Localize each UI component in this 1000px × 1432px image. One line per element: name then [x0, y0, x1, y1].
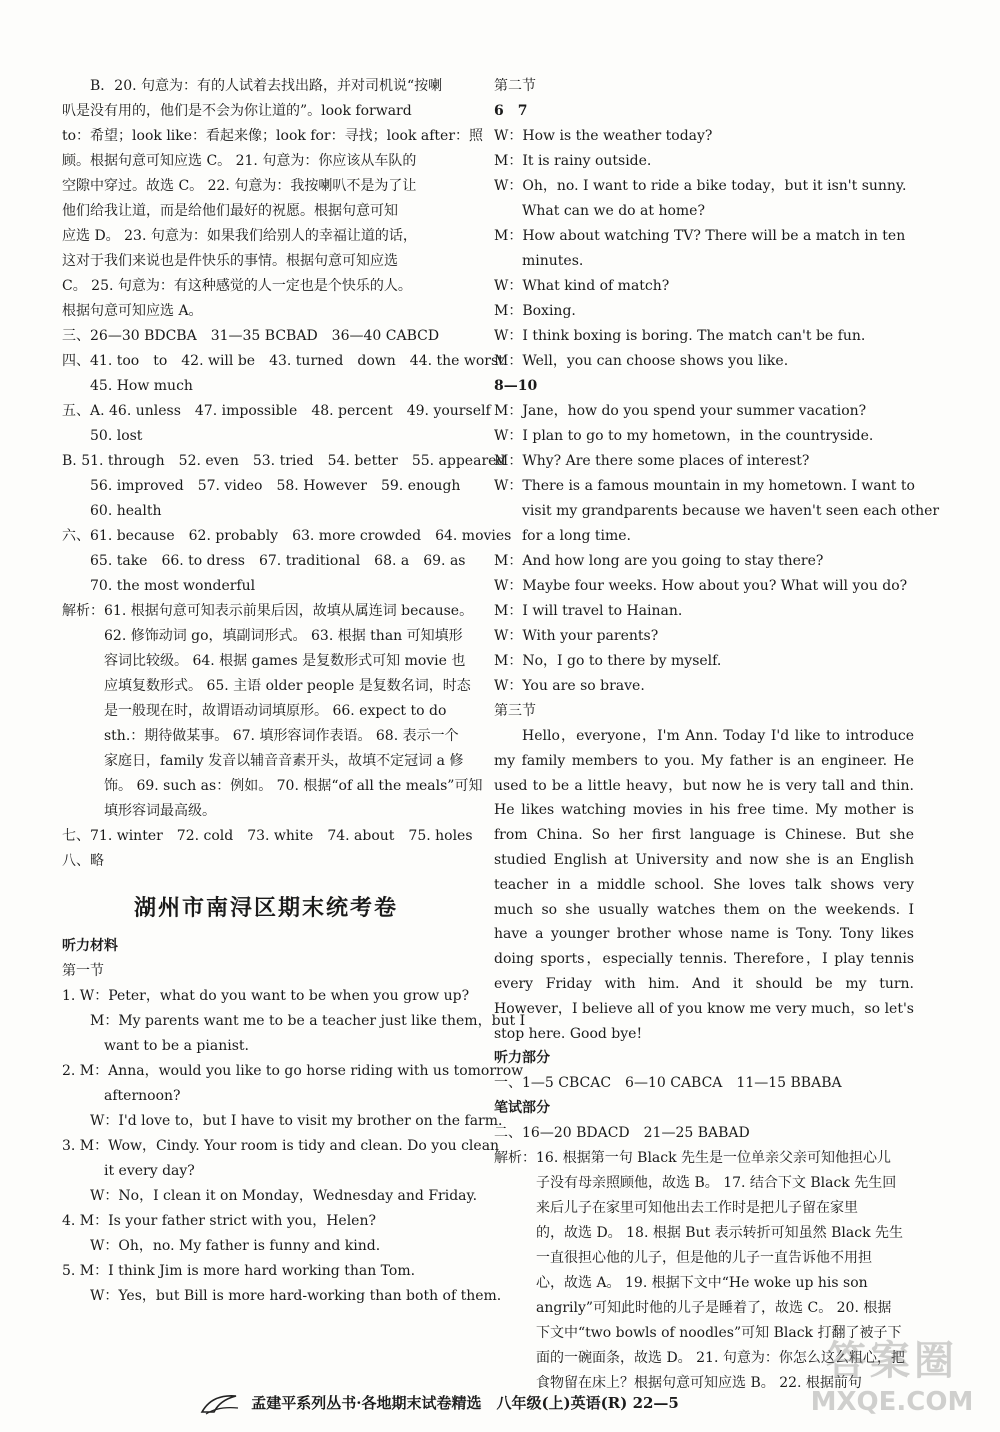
text-line: 应选 D。 23. 句意为：如果我们给别人的幸福让道的话，: [62, 228, 417, 244]
text-line: 五、A. 46. unless 47. impossible 48. percent 49. yourself: [62, 403, 491, 419]
analysis-61-70: [62, 599, 483, 824]
text-line: 的，故选 D。 18. 根据 But 表示转折可知虽然 Black 先生: [536, 1225, 904, 1242]
text-line: W：You are so brave.: [494, 678, 645, 694]
text-line: 70. the most wonderful: [90, 578, 256, 594]
text-line: W：What kind of match?: [494, 278, 670, 294]
text-line: W：Oh，no. My father is funny and kind.: [90, 1238, 381, 1254]
watermark-url: MXQE.COM: [810, 1387, 974, 1417]
text-line: 3. M：Wow，Cindy. Your room is tidy and clean. Do you clean: [62, 1138, 500, 1154]
text-line: M：Boxing.: [494, 303, 576, 319]
page-number: 22—5: [632, 1394, 679, 1412]
text-line: 解析：16. 根据第一句 Black 先生是一位单亲父亲可知他担心儿: [494, 1150, 892, 1167]
text-line: M：I will travel to Hainan.: [494, 603, 683, 619]
text-line: W：With your parents?: [494, 628, 659, 644]
text-line: 面的一碗面条，故选 D。 21. 句意为：你怎么这么粗心，把: [536, 1350, 905, 1367]
text-line: W：Oh，no. I want to ride a bike today，but it isn't sunny.: [494, 178, 907, 194]
text-line: W：How is the weather today?: [494, 128, 713, 144]
text-line: 子没有母亲照顾他，故选 B。 17. 结合下文 Black 先生回: [536, 1175, 897, 1192]
section-1-heading: 第一节: [62, 963, 104, 979]
section-2-heading: 第二节: [494, 78, 536, 94]
text-line: 三、26—30 BDCBA 31—35 BCBAD 36—40 CABCD: [62, 328, 440, 344]
listening-answers: 一、1—5 CBCAC 6—10 CABCA 11—15 BBABA: [494, 1075, 842, 1092]
watermark-logo-text: 答案圈: [826, 1338, 958, 1384]
text-line: 下文中“two bowls of noodles”可知 Black 打翻了被子下: [536, 1325, 902, 1342]
text-line: 容词比较级。 64. 根据 games 是复数形式可知 movie 也: [104, 653, 466, 669]
dialogue-8-10: [494, 399, 940, 699]
text-line: 家庭日，family 发音以辅音音素开头，故填不定冠词 a 修: [104, 753, 464, 769]
text-line: to：希望；look like：看起来像；look for：寻找；look after：照: [62, 128, 484, 144]
watermark: [792, 1336, 992, 1426]
text-line: 他们给我让道，而是给他们最好的祝愿。根据句意可知: [62, 203, 398, 219]
text-line: 空隙中穿过。故选 C。 22. 句意为：我按喇叭不是为了让: [62, 178, 417, 194]
text-line: it every day?: [104, 1163, 195, 1179]
text-line: 60. health: [90, 503, 162, 519]
text-line: 解析：61. 根据句意可知表示前果后因，故填从属连词 because。: [62, 603, 474, 619]
text-line: sth.：期待做某事。 67. 填形容词作表语。 68. 表示一个: [104, 728, 459, 744]
text-line: 心，故选 A。 19. 根据下文中“He woke up his son: [536, 1275, 868, 1292]
text-line: 45. How much: [90, 378, 193, 394]
text-line: M：And how long are you going to stay there?: [494, 553, 824, 569]
series-title: 孟建平系列丛书·各地期末试卷精选 八年级(上)英语(R): [251, 1394, 628, 1412]
text-line: 顾。根据句意可知应选 C。 21. 句意为：你应该从车队的: [62, 153, 417, 169]
text-line: 5. M：I think Jim is more hard working than Tom.: [62, 1263, 416, 1279]
text-line: C。 25. 句意为：有这种感觉的人一定也是个快乐的人。: [62, 278, 412, 294]
text-line: B. 51. through 52. even 53. tried 54. better 55. appeared: [62, 453, 506, 469]
text-line: M：Why? Are there some places of interest?: [494, 453, 810, 469]
text-line: visit my grandparents because we haven't seen each other: [522, 503, 940, 519]
text-line: 一直很担心他的儿子，但是他的儿子一直告诉他不用担: [536, 1250, 872, 1267]
book-logo-icon: [200, 1392, 240, 1416]
text-line: W：I'd love to，but I have to visit my brother on the farm.: [90, 1113, 503, 1129]
text-line: want to be a pianist.: [104, 1038, 249, 1054]
answer-block-3-7: [62, 324, 512, 599]
text-line: W：I think boxing is boring. The match can't be fun.: [494, 328, 866, 344]
text-line: B．20. 句意为：有的人试着去找出路，并对司机说“按喇: [90, 78, 443, 94]
written-part-heading: 笔试部分: [494, 1100, 550, 1117]
text-line: 50. lost: [90, 428, 143, 444]
questions-8-10-label: 8—10: [494, 378, 538, 394]
text-line: 这对于我们来说也是件快乐的事情。根据句意可知应选: [62, 253, 398, 269]
text-line: 65. take 66. to dress 67. traditional 68. a 69. as: [90, 553, 466, 569]
text-line: M：It is rainy outside.: [494, 153, 652, 169]
text-line: 56. improved 57. video 58. However 59. enough: [90, 478, 461, 494]
text-line: 62. 修饰动词 go，填副词形式。 63. 根据 than 可知填形: [104, 628, 463, 644]
text-line: angrily”可知此时他的儿子是睡着了，故选 C。 20. 根据: [536, 1300, 892, 1317]
questions-6-7-label: 6 7: [494, 103, 528, 119]
text-line: 1. W：Peter，what do you want to be when you grow up?: [62, 988, 470, 1004]
text-line: 四、41. too to 42. will be 43. turned down 44. the worst: [62, 353, 504, 369]
text-line: afternoon?: [104, 1088, 181, 1104]
text-line: 六、61. because 62. probably 63. more crowded 64. movies: [62, 528, 512, 544]
answer-block-7-8: [62, 824, 473, 874]
text-line: M：No，I go to there by myself.: [494, 653, 722, 669]
text-line: 填形容词最高级。: [104, 803, 216, 819]
written-answers: 二、16—20 BDACD 21—25 BABAD: [494, 1125, 750, 1142]
text-line: for a long time.: [522, 528, 631, 544]
text-line: W：Yes，but Bill is more hard-working than both of them.: [90, 1288, 502, 1304]
text-line: W：I plan to go to my hometown，in the countryside.: [494, 428, 874, 444]
text-line: 4. M：Is your father strict with you，Helen?: [62, 1213, 376, 1229]
text-line: 饰。 69. such as：例如。 70. 根据“of all the meals”可知: [104, 778, 483, 794]
text-line: 食物留在床上？根据句意可知应选 B。 22. 根据前句: [536, 1375, 862, 1392]
text-line: 叭是没有用的，他们是不会为你让道的”。look forward: [62, 103, 412, 119]
text-line: 七、71. winter 72. cold 73. white 74. about 75. holes: [62, 828, 473, 844]
section-3-heading: 第三节: [494, 703, 536, 719]
listening-heading: 听力材料: [62, 938, 118, 954]
exam-title: 湖州市南浔区期末统考卷: [133, 895, 398, 921]
listening-part-heading: 听力部分: [494, 1050, 550, 1067]
text-line: 根据句意可知应选 A。: [62, 303, 203, 319]
text-line: 八、略: [62, 853, 104, 869]
text-line: W：No，I clean it on Monday，Wednesday and Friday.: [90, 1188, 478, 1204]
text-line: 是一般现在时，故谓语动词填原形。 66. expect to do: [104, 703, 447, 719]
text-line: M：How about watching TV? There will be a match in ten: [494, 228, 906, 244]
text-line: M：My parents want me to be a teacher just like them，but I: [90, 1013, 526, 1029]
text-line: W：There is a famous mountain in my hometown. I want to: [494, 478, 915, 494]
analysis-continuation: [62, 74, 484, 324]
text-line: minutes.: [522, 253, 584, 269]
text-line: M：Well，you can choose shows you like.: [494, 353, 789, 369]
text-line: W：Maybe four weeks. How about you? What will you do?: [494, 578, 908, 594]
text-line: 来后儿子在家里可知他出去工作时是把儿子留在家里: [536, 1200, 858, 1217]
text-line: M：Jane，how do you spend your summer vacation?: [494, 403, 867, 419]
text-line: 应填复数形式。 65. 主语 older people 是复数名词，时态: [104, 678, 471, 694]
text-line: 2. M：Anna，would you like to go horse riding with us tomorrow: [62, 1063, 524, 1079]
page-footer: [200, 1388, 760, 1418]
dialogue-6-7: [494, 124, 914, 374]
text-line: What can we do at home?: [522, 203, 705, 219]
right-column: [494, 74, 940, 1396]
section-3-passage: Hello，everyone，I'm Ann. Today I'd like to introduce my family members to you. My father is an engineer. He used to be a little heavy，but now he is very tall and thin. He likes watching movies in his free time. My mother is from China. So her first language is Chinese. But she studied English at University and now she is an English teacher in a middle school. She loves talk shows very much so she usually watches them on the weekends. I have a younger brother whose name is Tony. Tony likes doing sports，especially tennis. Therefore，I play tennis every Friday with him. And it should be my turn. However，I believe all of you know me very much，so let's stop here. Good bye!: [494, 728, 914, 1042]
